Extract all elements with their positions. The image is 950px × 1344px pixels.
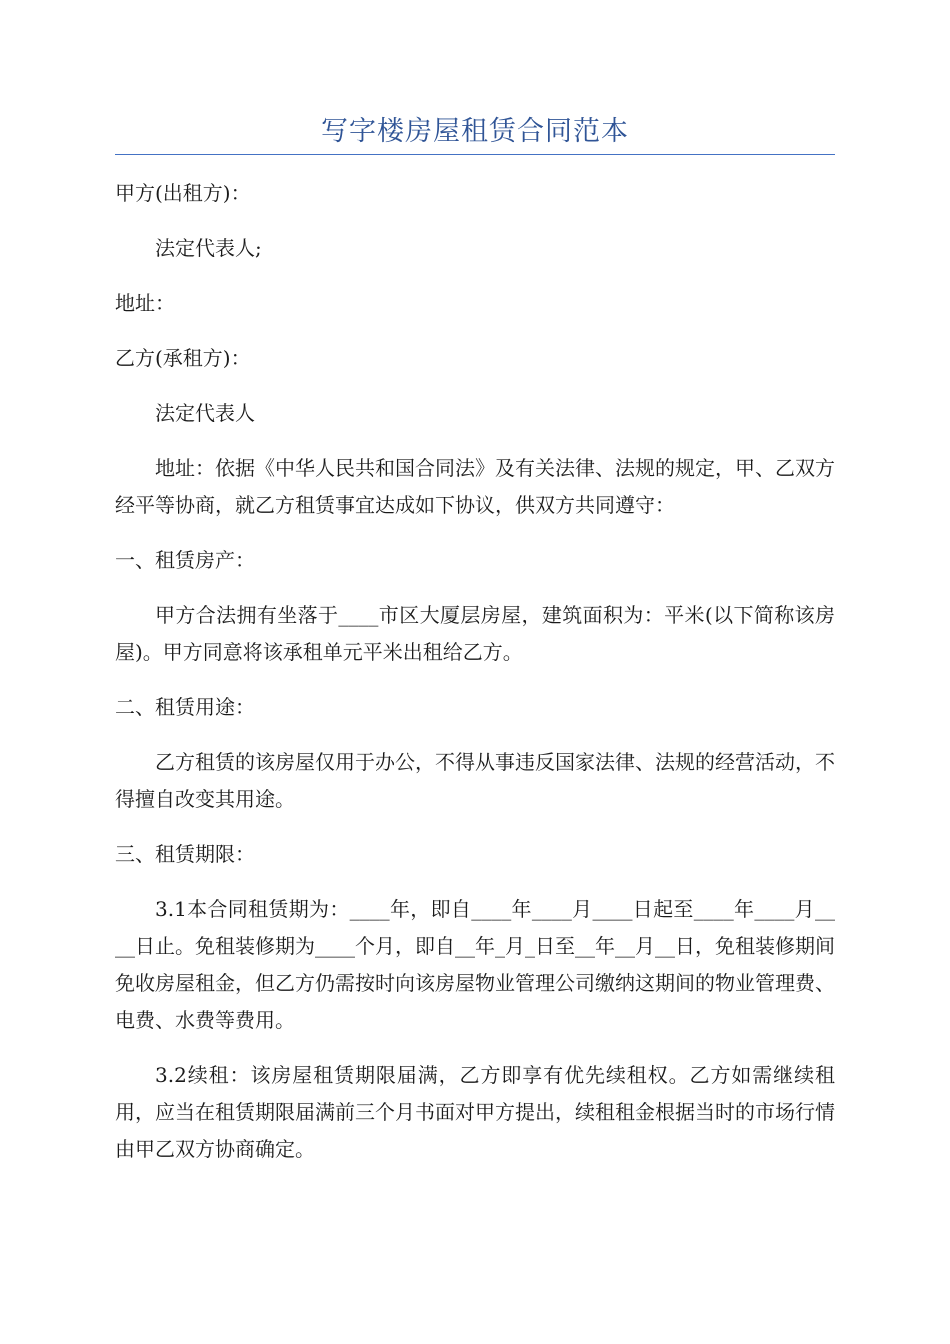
party-a-label: 甲方(出租方)： — [115, 181, 251, 205]
document-title: 写字楼房屋租赁合同范本 — [115, 112, 835, 155]
term-paragraph-3-1: 3.1本合同租赁期为：____年，即自____年____月____日起至____年____月____日止。免租装修期为____个月，即自__年_月_日至__年__月__日，免租装修期间免收房屋租金，但乙方仍需按时向该房屋物业管理公司缴纳这期间的物业管理费、电费、水费等费用。 — [115, 897, 835, 1032]
property-paragraph: 甲方合法拥有坐落于____市区大厦层房屋，建筑面积为：平米(以下简称该房屋)。甲方同意将该承租单元平米出租给乙方。 — [115, 603, 835, 664]
party-a-address: 地址： — [115, 291, 175, 315]
party-b-representative: 法定代表人 — [155, 401, 255, 425]
term-paragraph-3-2: 3.2续租：该房屋租赁期限届满，乙方即享有优先续租权。乙方如需继续租用，应当在租赁期限届满前三个月书面对甲方提出，续租租金根据当时的市场行情由甲乙双方协商确定。 — [115, 1063, 835, 1161]
usage-paragraph: 乙方租赁的该房屋仅用于办公，不得从事违反国家法律、法规的经营活动，不得擅自改变其用途。 — [115, 750, 835, 811]
party-b-label: 乙方(承租方)： — [115, 346, 251, 370]
document-page — [115, 112, 835, 1186]
section-heading-usage: 二、租赁用途： — [115, 695, 255, 719]
party-a-representative: 法定代表人; — [155, 236, 262, 260]
section-heading-property: 一、租赁房产： — [115, 548, 255, 572]
preamble-paragraph: 地址：依据《中华人民共和国合同法》及有关法律、法规的规定，甲、乙双方经平等协商，就乙方租赁事宜达成如下协议，供双方共同遵守： — [115, 456, 835, 517]
section-heading-term: 三、租赁期限： — [115, 842, 255, 866]
